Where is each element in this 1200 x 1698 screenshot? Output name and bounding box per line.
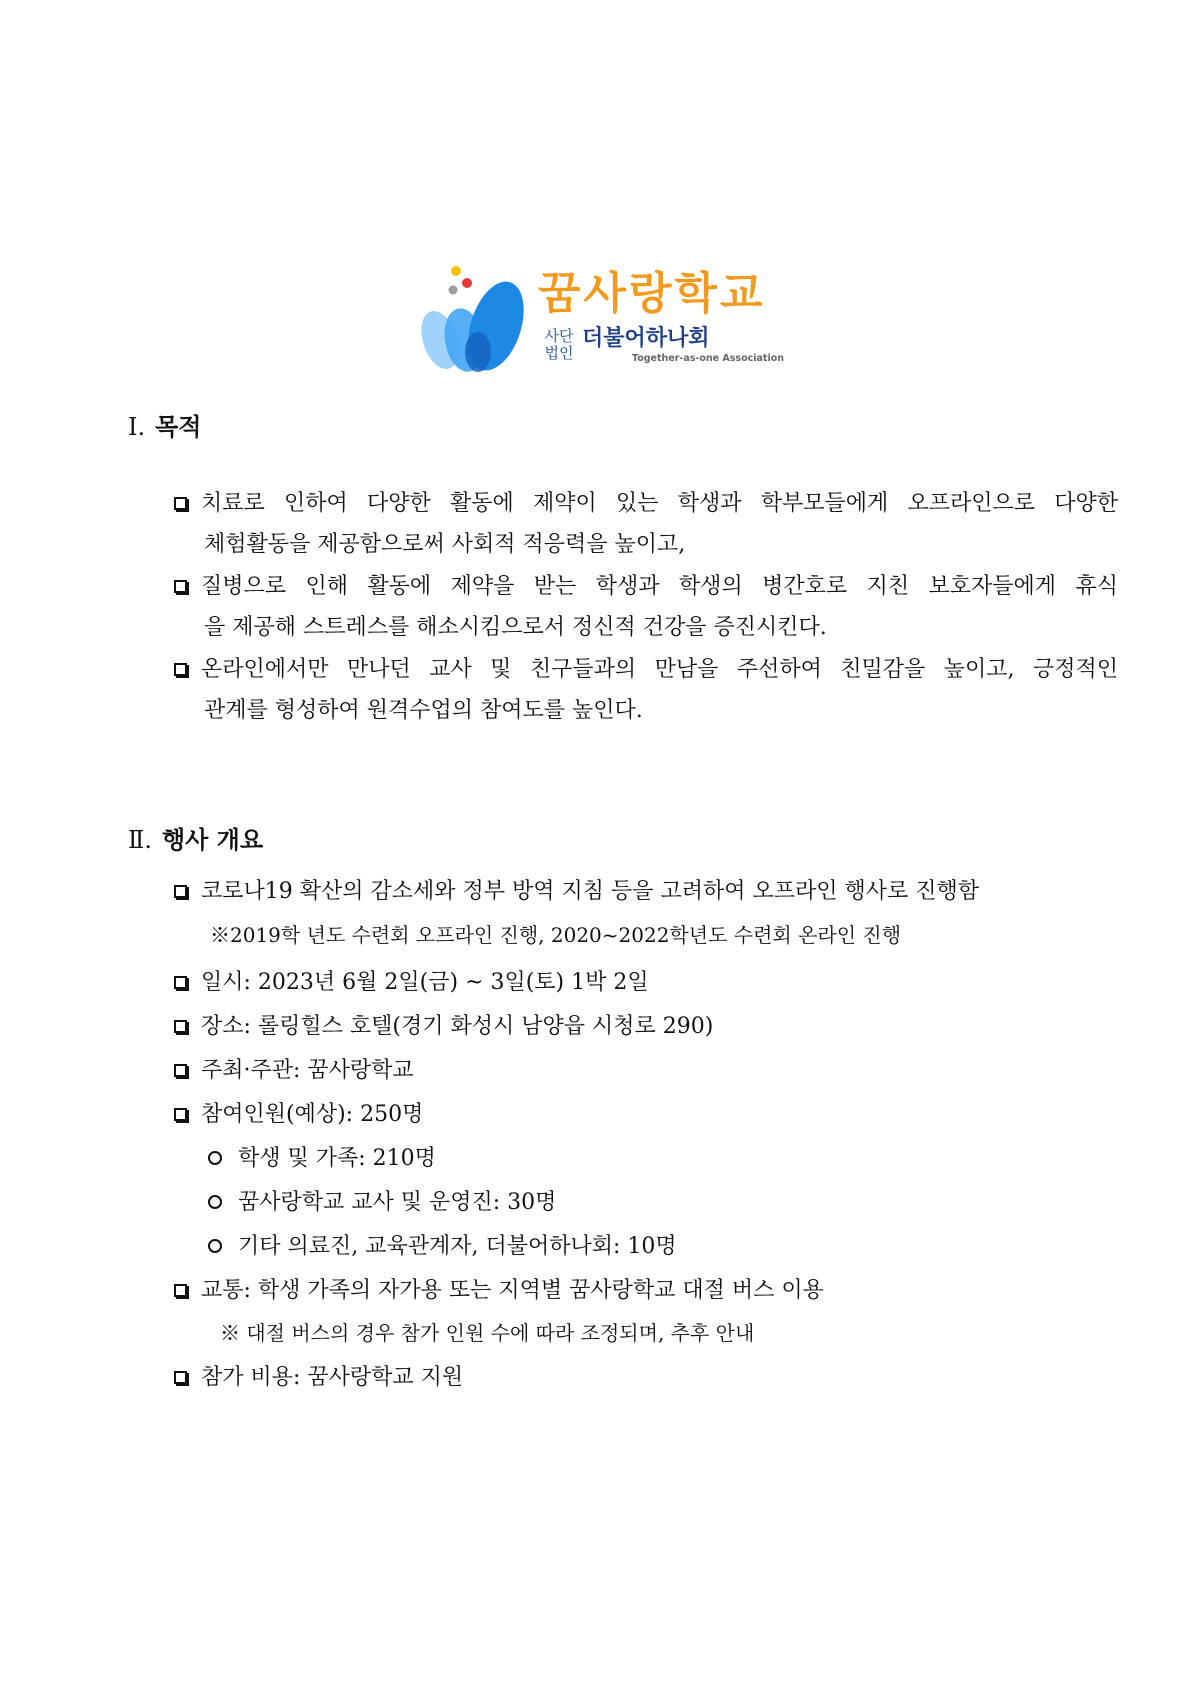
purpose-item-3-line1 [174, 659, 1118, 681]
purpose-item-3-line2: 관계를 형성하여 원격수업의 참여도를 높인다. [204, 698, 643, 723]
purpose-item-2-text: 질병으로 인해 활동에 제약을 받는 학생과 학생의 병간호로 지친 보호자들에게 휴식 [201, 574, 1118, 599]
logo-org-name-english: Together-as-one Association [632, 353, 784, 364]
logo-corp-type-line2: 법인 [544, 344, 574, 362]
overview-date-text: 일시: 2023년 6월 2일(금) ~ 3일(토) 1박 2일 [201, 970, 649, 995]
section1-number: Ⅰ. [128, 413, 146, 441]
overview-cost [174, 1367, 463, 1389]
checkbox-bullet-icon [174, 1020, 187, 1033]
logo-school-name: 꿈사랑학교 [538, 268, 766, 319]
logo-corp-type [542, 328, 576, 362]
circle-bullet-icon [208, 1195, 222, 1209]
checkbox-bullet-icon [174, 580, 187, 593]
participant-breakdown-3-text: 기타 의료진, 교육관계자, 더불어하나회: 10명 [238, 1234, 677, 1259]
overview-background [174, 881, 979, 903]
checkbox-bullet-icon [174, 1284, 187, 1297]
overview-venue [174, 1016, 713, 1038]
overview-host [174, 1060, 414, 1082]
logo-dot-yellow [451, 266, 461, 276]
checkbox-bullet-icon [174, 885, 187, 898]
overview-participants [174, 1104, 423, 1126]
checkbox-bullet-icon [174, 1108, 187, 1121]
logo-dot-gray [449, 286, 458, 295]
participant-breakdown-1-text: 학생 및 가족: 210명 [238, 1146, 436, 1171]
overview-transport-note: ※ 대절 버스의 경우 참가 인원 수에 따라 조정되며, 추후 안내 [220, 1321, 755, 1345]
overview-background-text: 코로나19 확산의 감소세와 정부 방역 지침 등을 고려하여 오프라인 행사로 진행함 [201, 879, 979, 904]
section2-title: 행사 개요 [161, 826, 264, 854]
checkbox-bullet-icon [174, 663, 187, 676]
purpose-item-1-line2: 체험활동을 제공함으로써 사회적 적응력을 높이고, [204, 532, 686, 557]
participant-breakdown-1 [208, 1148, 436, 1170]
checkbox-bullet-icon [174, 1064, 187, 1077]
circle-bullet-icon [208, 1239, 222, 1253]
section2-number: Ⅱ. [128, 826, 152, 854]
participant-breakdown-2 [208, 1192, 556, 1214]
checkbox-bullet-icon [174, 976, 187, 989]
school-logo [420, 258, 810, 378]
logo-dot-red [462, 278, 472, 288]
section1-heading [128, 415, 201, 439]
section2-heading [128, 828, 263, 852]
purpose-item-3-text: 온라인에서만 만나던 교사 및 친구들과의 만남을 주선하여 친밀감을 높이고, 긍정적인 [201, 657, 1118, 682]
checkbox-bullet-icon [174, 1371, 187, 1384]
circle-bullet-icon [208, 1151, 222, 1165]
overview-transport [174, 1280, 824, 1302]
purpose-item-2-line1 [174, 576, 1118, 598]
purpose-item-2-line2: 을 제공해 스트레스를 해소시킴으로서 정신적 건강을 증진시킨다. [204, 615, 827, 640]
overview-date [174, 972, 649, 994]
purpose-item-1-text: 치료로 인하여 다양한 활동에 제약이 있는 학생과 학부모들에게 오프라인으로 다양한 [201, 491, 1118, 516]
participant-breakdown-2-text: 꿈사랑학교 교사 및 운영진: 30명 [238, 1190, 557, 1215]
logo-org-name: 더불어하나회 [582, 326, 710, 351]
overview-venue-text: 장소: 롤링힐스 호텔(경기 화성시 남양읍 시청로 290) [201, 1014, 714, 1039]
section1-title: 목적 [155, 413, 202, 441]
purpose-item-1-line1 [174, 493, 1118, 515]
overview-participants-text: 참여인원(예상): 250명 [201, 1102, 424, 1127]
overview-host-text: 주최·주관: 꿈사랑학교 [201, 1058, 414, 1083]
logo-wing-core [465, 332, 491, 372]
school-logo-mark-icon [420, 258, 532, 378]
checkbox-bullet-icon [174, 497, 187, 510]
overview-background-note: ※2019학 년도 수련회 오프라인 진행, 2020~2022학년도 수련회 온라인 진행 [210, 923, 902, 947]
participant-breakdown-3 [208, 1236, 677, 1258]
logo-corp-type-line1: 사단 [544, 327, 574, 345]
overview-cost-text: 참가 비용: 꿈사랑학교 지원 [201, 1365, 464, 1390]
overview-transport-text: 교통: 학생 가족의 자가용 또는 지역별 꿈사랑학교 대절 버스 이용 [201, 1278, 824, 1303]
